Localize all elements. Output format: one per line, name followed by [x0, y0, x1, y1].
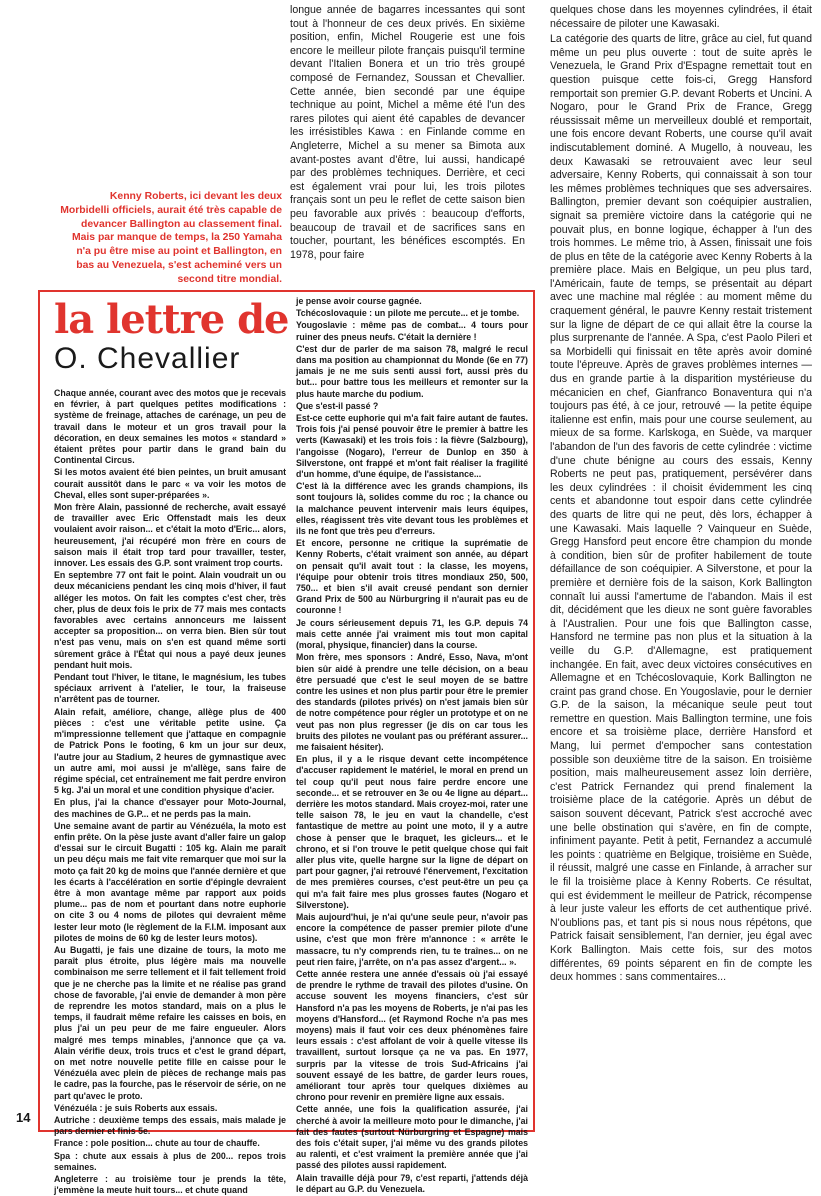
letter-paragraph: C'est là la différence avec les grands champions, ils sont toujours là, solides comme du roc ; la chance ou la malchance peuvent intervenir mais leurs équipes, elles, réagissent très vite devant tous les problèmes et ils ne font que très peu d'erreurs. [296, 481, 528, 537]
letter-paragraph: Yougoslavie : même pas de combat... 4 tours pour ruiner des pneus neufs. C'était la dernière ! [296, 320, 528, 342]
letter-paragraph: France : pole position... chute au tour de chauffe. [54, 1138, 260, 1149]
letter-author: O. Chevallier [54, 342, 241, 375]
letter-heading [54, 296, 289, 376]
article-column-top-middle [290, 4, 525, 282]
letter-paragraph: Mais aujourd'hui, je n'ai qu'une seule peur, n'avoir pas encore la compétence de passer premier pilote d'une usine, c'est que mon frère m'annonce : « arrête le massacre, tu n'y comprends rien, tu te traînes... on ne peut rien faire, j'arrête, on n'a pas assez d'argent... ». [296, 911, 528, 967]
letter-paragraph: Et encore, personne ne critique la suprématie de Kenny Roberts, c'était vraiment son année, au départ on pensait qu'il avait tout : la classe, les moyens, l'équipe pour obtenir trois titres mondiaux 250, 500, 750... et bien s'il avait creusé pendant son dernier Grand Prix de 500 au Nürburgring il n'aurait pas eu de couronne ! [296, 538, 528, 616]
letter-paragraph: Cette année, une fois la qualification assurée, j'ai cherché à avoir la meilleure moto pour le dimanche, j'ai fait des fautes (surtout Nürburgring et Espagne) mais des fois c'était super, j'ai même vu des grands pilotes au ralenti, et c'est vraiment la première année que j'ai passé des pilotes aussi rapidement. [296, 1104, 528, 1171]
letter-paragraph: Chaque année, courant avec des motos que je recevais en février, à part quelques petites modifications : système de freinage, attaches de carénage, un peu de travail dans le moteur et un gros travail pour la décoration, en deux semaines les motos « standard » étaient prêtes pour partir dans le grand bain du Continental Circus. [54, 388, 286, 466]
letter-paragraph: En septembre 77 ont fait le point. Alain voudrait un ou deux mécaniciens pendant les cinq mois d'hiver, il faut alléger les motos. On fait les comptes c'est cher, très cher, plus de deux fois le prix de 77 mais mes contacts favorables avec certains annonceurs me laissent accepter sa proposition... on verra bien. Bien sûr tout n'est pas venu, mais on s'en est quand même sorti sûrement grâce à l'État qui nous a payé deux jeunes pendant huit mois. [54, 570, 286, 670]
letter-paragraph: Je cours sérieusement depuis 71, les G.P. depuis 74 mais cette année j'ai vraiment mis tout mon capital (moral, physique, financier) dans la course. [296, 617, 528, 651]
letter-paragraph: Une semaine avant de partir au Vénézuéla, la moto est enfin prête. On la pèse juste avant d'aller faire un galop d'essai sur le circuit Bugatti : 105 kg. Alain me paraît un peu déçu mais me fait vite remarquer que moi sur la moto ça fait 20 kg de moins que l'année dernière et que les écarts à l'accélération en sortie d'épingle devraient être à mon avantage même par rapport aux poids plume... pas de nom et pourtant dans notre euphorie on cite 3 ou 4 noms de pilotes qui devraient même lester leur moto (le règlement de la F.I.M. imposant aux pilotes de moins de 60 kg de lester leurs motos). [54, 820, 286, 943]
letter-paragraph: Alain refait, améliore, change, allège plus de 400 pièces : c'est une véritable petite usine. Ça m'impressionne tellement que j'attaque en compagnie de Patrick Pons le footing, 6 km un jour sur deux, l'autre jour au Stadium, 2 heures de gymnastique avec un autre ami, moi aussi je m'allège, sans faire de régime spécial, cet entraînement me fait perdre environ 5 kg. J'ai un moral et une condition physique d'acier. [54, 706, 286, 796]
letter-paragraph: Autriche : deuxième temps des essais, mais malade je pars dernier et finis 5e. [54, 1115, 286, 1137]
photo-caption: Kenny Roberts, ici devant les deux Morbidelli officiels, aurait été très capable de devancer Ballington au classement final. Mais par manque de temps, la 250 Yamaha n'a pu être mise au point et Ballington, en bas au Venezuela, s'est acheminé vers un second titre mondial. [60, 191, 282, 285]
letter-paragraph: C'est dur de parler de ma saison 78, malgré le recul dans ma position au championnat du Monde (6e en 77) jamais je ne me suis senti aussi fort, aussi près du but... pour battre tous les meilleurs et remonter sur la plus haute marche du podium. [296, 343, 528, 399]
page-number: 14 [16, 1110, 31, 1125]
letter-paragraph: Que s'est-il passé ? [296, 400, 379, 411]
letter-paragraph: Est-ce cette euphorie qui m'a fait faire autant de fautes. Trois fois j'ai pensé pouvoir être le premier à battre les verts (Kawasaki) et les trois fois : la fièvre (Salzbourg), l'angoisse (Nogaro), l'erreur de Dunlop en 350 à Silverstone, ont frappé et m'ont fait réaliser la fragilité d'un homme, d'une équipe, de l'assistance... [296, 413, 528, 480]
letter-paragraph: Cette année restera une année d'essais où j'ai essayé de prendre le rythme de travail des pilotes d'usine. On accuse souvent les moyens financiers, c'est sûr Hansford n'a pas les moyens de Roberts, je n'ai pas les moyens d'Hansford... (et Raymond Roche n'a pas mes moyens) mais il faut voir ces deux phénomènes faire leurs essais : c'est affolant de voir à quelle vitesse ils travaillent, surtout lorsque ça ne va pas. En 1977, surpris par la vitesse de trois Sud-Africains j'ai souvent essayé de les battre, de garder leurs roues, améliorant tour après tour quelques dixièmes au chrono pour revenir en première ligne aux essais. [296, 968, 528, 1103]
letter-title: la lettre de [54, 296, 289, 343]
letter-paragraph: Angleterre : au troisième tour je prends la tête, j'emmène la meute huit tours... et chute quand [54, 1174, 286, 1196]
article-paragraph: La catégorie des quarts de litre, grâce au ciel, fut quand même un peu plus ouverte : tout de suite après le Venezuela, le Grand Prix d'Espagne remettait tout en question puisque cette fois-ci, Gregg Hansford remportait son premier G.P. devant Roberts et Uncini. A Nogaro, pour le Grand Prix de France, Gregg réussissait même un merveilleux doublé et remportait, une fois encore devant Roberts, une course qu'il avait indiscutablement dominé. A Mugello, à nouveau, les deux Kawasaki se retrouvaient avec leur seul adversaire, Kenny Roberts, qui connaissait à son tour les mêmes problèmes techniques que ses adversaires. Ballington, premier devant son coéquipier australien, signait sa première victoire dans la catégorie qui ne pouvait plus, en bonne logique, échapper à l'un des trois hommes. Le même trio, à Assen, finissait une fois de plus en tête de la catégorie avec Kenny Roberts à la première place. Mais en Belgique, un peu plus tard, l'Américain, faute de temps, se présentait au départ avec une machine mal réglée : au moment même du craquement général, le pauvre Kenny restait tristement sur la ligne de départ de ce qui allait être la course la plus surprenante de l'année. A Spa, c'est Paolo Pileri et sa Morbidelli qui finissait en tête après avoir dominé toute l'épreuve. Après de graves problèmes internes — dus en grande partie à la disparition mystérieuse du mécanicien en chef, Gianfranco Bonaventura qui n'a toujours pas été, à ce jour, retrouvé — la petite équipe italienne est enfin, mais pour une course seulement, au mieux de sa forme. Karlskoga, en Suède, va marquer l'abandon de l'un des favoris de cette cylindrée : victime d'une chute bénigne au cours des essais, Kenny Roberts ne peut pas, pratiquement, persévérer dans les deux cylindrées : il choisit évidemment les cinq cents et abandonne tout espoir dans cette cylindrée des quarts de litre qui ne peut, dès lors, échapper à une Kawasaki. Mais laquelle ? Vainqueur en Suède, Gregg Hansford peut encore être champion du monde à condition, bien sûr de profiter habilement de toute défaillance de son coéquipier. A Silverstone, et pour la première et dernière fois de la saison, Kork Ballington connaît lui aussi l'amertume de l'abandon. Mais il est dit, décidément que les dieux ne sont guère favorables à l'Australien. Pour une fois que Ballington casse, Hansford ne termine pas non plus et la situation à la veille du G.P. d'Allemagne, est pratiquement inchangée. En fait, avec deux victoires consécutives en Allemagne et en Tchécoslovaquie, Kork Ballington ne craint pas grand chose. En Yougoslavie, pour le dernier G.P. de la saison, la mécanique seule peut tout remettre en question. Mais Ballington termine, une fois encore et sa troisième place, derrière Hansford et Mang, lui permet d'empocher sans contestation possible son deuxième titre de la saison. En troisième position, mais malheureusement assez loin derrière, c'est Patrick Fernandez qui prend finalement la troisième place de la catégorie. Après un début de saison souvent décevant, Patrick s'est accroché avec une belle obstination qui s'avère, en fin de compte, infiniment payante. Petit à petit, Fernandez a accumulé les points : quatrième en Belgique, troisième en Suède, il réussit, malgré une casse en Finlande, à arracher sur le fil la troisième place à Kenny Roberts. Ce résultat, qui est évidemment le meilleur de Patrick, récompense à leur juste valeur les efforts de cet authentique privé. N'oublions pas, et tant pis si nous nous répétons, que Patrick faisait sensiblement, l'an dernier, jeu égal avec Kork Ballington. Mais cette fois, sur des motos différentes, 69 points séparent en fin de compte les deux hommes : sans commentaires... [550, 33, 812, 984]
letter-paragraph: Vénézuéla : je suis Roberts aux essais. [54, 1102, 218, 1113]
article-paragraph: quelques chose dans les moyennes cylindrées, il était nécessaire de piloter une Kawasaki. [550, 4, 812, 30]
article-paragraph: longue année de bagarres incessantes qui sont tout à l'honneur de ces deux privés. En sixième position, enfin, Michel Rougerie est une fois encore le meilleur pilote français puisqu'il termine devant l'Italien Bonera et un trio très groupé composé de Fernandez, Soussan et Chevallier. Cette année, bien secondé par une équipe technique au point, Michel a même été l'un des rares pilotes qui aient été capables de devancer les irrésistibles Kawa : en Finlande comme en Angleterre, Michel a su mener sa Bimota aux avant-postes avant d'être, lui aussi, handicapé par des problèmes techniques. Derrière, et ceci est également vrai pour lui, les trois pilotes français sont un peu le reflet de cette saison bien peu favorable aux privés : beaucoup d'efforts, beaucoup de travail et de sacrifices sans en toucher, pourtant, les bénéfices escomptés. En 1978, pour faire [290, 4, 525, 261]
letter-paragraph: Alain travaille déjà pour 79, c'est reparti, j'attends déjà le départ au G.P. du Venezuela. [296, 1172, 528, 1194]
article-column-right [550, 4, 812, 1130]
letter-paragraph: Mon frère, mes sponsors : André, Esso, Nava, m'ont bien sûr aidé à prendre une telle décision, on a beau être persuadé que c'est le seul moyen de se battre contre les usines et non plus partir pour être le premier des standards (pilotes privés) on n'est jamais bien sûr de notre compétence pour régler un prototype et on ne veut pas non plus regresser (je dis on car tous les bruits des pilotes ne voulant pas ou préférant assurer... me faisaient hésiter). [296, 652, 528, 752]
letter-paragraph: En plus, j'ai la chance d'essayer pour Moto-Journal, des machines de G.P... et ne perds pas la main. [54, 797, 286, 819]
letter-paragraph: Si les motos avaient été bien peintes, un bruit amusant courait aussitôt dans le parc « va voir les motos de Cheval, elles sont super-préparées ». [54, 467, 286, 500]
letter-column-left [54, 388, 286, 1196]
letter-paragraph: Pendant tout l'hiver, le titane, le magnésium, les tubes spéciaux arrivent à l'atelier, le tour, la fraiseuse n'arrêtent pas de tourner. [54, 672, 286, 705]
letter-column-right [296, 296, 528, 1194]
letter-paragraph: En plus, il y a le risque devant cette incompétence d'accuser rapidement le matériel, le moral en prend un tel coup qu'il peut nous faire perdre encore une seconde... et se retrouver en 3e ou 4e ligne au départ... derrière les motos standard. Mais croyez-moi, rater une telle saison 78, le jeu en vaut la chandelle, c'est fantastique de mettre au point une moto, il y a autre chose à penser que le braquet, les gicleurs... et le chrono, et si l'on trouve le petit quelque chose qui fait aller plus vite, quelle hargne sur la ligne de départ on part pour gagner, j'ai retrouvé l'énervement, l'excitation de mes premières courses, c'est peut-être un peu ça qui m'a fait faire mes plus grosses fautes (Nogaro et Silverstone). [296, 754, 528, 910]
letter-paragraph: Tchécoslovaquie : un pilote me percute... et je tombe. [296, 308, 520, 319]
letter-box [38, 290, 535, 1196]
letter-paragraph: Mon frère Alain, passionné de recherche, avait essayé de travailler avec Eric Offenstadt mais les deux voulaient avoir raison... et c'était la moto d'Eric... alors, heureusement, j'ai récupéré mon frère en cours de saison mais il était trop tard pour travailler, tester, innover. Les essais des G.P. sont vraiment trop courts. [54, 502, 286, 569]
letter-paragraph: Au Bugatti, je fais une dizaine de tours, la moto me paraît plus étroite, plus légère mais ma nouvelle combinaison me serre tellement et il fait tellement froid que je ne cherche pas la limite et ne réalise pas grand chose de favorable, j'ai envie de demander à mon père de reprendre les motos standard, mais on a plus le temps, il faudrait même refaire les caisses en bois, en plus j'ai un peu peur de me faire engueuler. Alors malgré mes temps minables, j'annonce que ça va. Alain vérifie deux, trois trucs et c'est le grand départ, on met notre nouvelle petite fille en caisse pour le Vénézuéla avec plein de pièces de rechange mais pas le cadre, pas la fourche, pas le réservoir de série, on ne part qu'avec le proto. [54, 944, 286, 1101]
letter-paragraph: je pense avoir course gagnée. [296, 296, 422, 306]
letter-paragraph: Spa : chute aux essais à plus de 200... repos trois semaines. [54, 1150, 286, 1172]
